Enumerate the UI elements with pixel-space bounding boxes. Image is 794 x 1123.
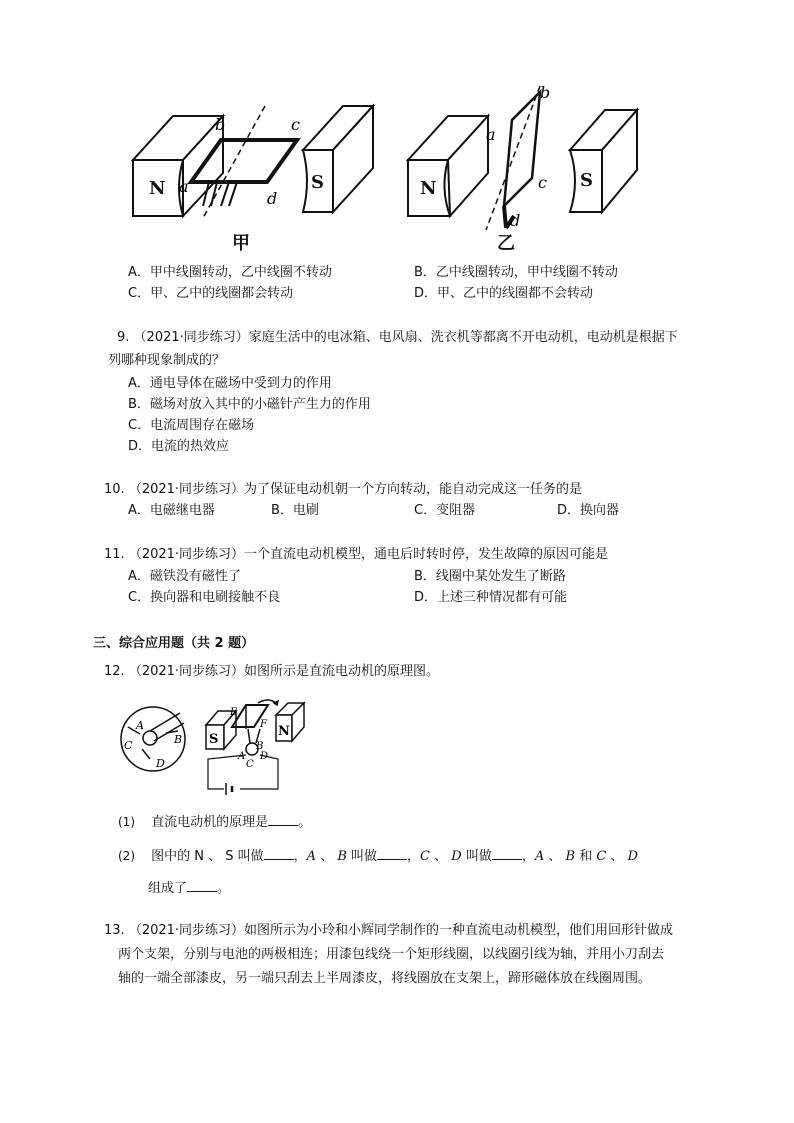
q9-number: 9. [117,330,130,345]
figure-jia [125,78,375,258]
q12-sub2-line2 [148,877,230,899]
q12-sub2-blank2[interactable] [377,845,407,860]
q12-sub2-line2-text: 组成了 [148,881,188,896]
q12-sub1-end: 。 [298,815,312,830]
q8-option-c[interactable]: C．甲、乙中的线圈都会转动 [128,286,294,301]
var-a: A [306,849,317,864]
pole-n-label: N [149,178,166,199]
q9-option-c[interactable]: C．电流周围存在磁场 [128,418,255,433]
label-b: b [215,115,226,134]
q12-sub2-p3: 叫做 [461,849,492,864]
q12-sub2-num: (2) [118,849,135,863]
q9-stem [117,328,678,348]
q11-tag: （2021·同步练习） [128,547,245,562]
q10-option-b[interactable]: B．电刷 [271,503,319,518]
q12-sub2-blank4[interactable] [187,877,217,892]
q13-line3: 轴的一端全部漆皮，另一端只刮去上半周漆皮，将线圈放在支架上，蹄形磁体放在线圈周围。 [118,971,652,986]
q10-stem-text: 为了保证电动机朝一个方向转动，能自动完成这一任务的是 [244,482,583,497]
comma: ， [521,849,535,864]
var-d: D [451,849,462,864]
figure-yi [400,78,645,258]
label-d: d [510,211,521,230]
q12-sub1-blank[interactable] [268,811,298,826]
q12-sub1-text: 直流电动机的原理是 [151,815,269,830]
q11-option-a[interactable]: A．磁铁没有磁性了 [128,569,241,584]
var-b2: B [565,849,576,864]
detail-label-c: C [124,739,133,752]
q13-number: 13. [104,923,125,938]
q10-option-d[interactable]: D．换向器 [557,503,620,518]
q8-option-a[interactable]: A．甲中线圈转动，乙中线圈不转动 [128,265,332,280]
motor-label-d: D [260,751,269,762]
var-c: C [420,849,430,864]
label-a: a [486,125,496,144]
magnet-s-block [303,106,373,212]
dun: 、 [544,849,566,864]
motor-label-s: S [209,732,219,747]
q11-stem-text: 一个直流电动机模型，通电后时转时停，发生故障的原因可能是 [244,547,609,562]
q11-option-c[interactable]: C．换向器和电刷接触不良 [128,590,281,605]
q11-number: 11. [104,547,125,562]
label-c: c [538,173,547,192]
section-title: 三、综合应用题（共 2 题） [93,636,255,651]
q10-stem [104,480,582,500]
q12-number: 12. [104,664,125,679]
q9-stem-line2: 列哪种现象制成的？ [108,353,226,368]
q9-option-a[interactable]: A．通电导体在磁场中受到力的作用 [128,376,332,391]
q12-sub2-blank3[interactable] [492,845,522,860]
q10-option-a[interactable]: A．电磁继电器 [128,503,215,518]
q13-line2: 两个支架，分别与电池的两极相连；用漆包线绕一个矩形线圈，以线圈引线为轴，并用小刀刮去 [118,947,665,962]
motor-label-n: N [278,724,290,739]
motor-label-f: F [260,719,267,730]
motor-coil [232,700,278,755]
label-b: b [540,83,551,102]
q9-option-b[interactable]: B．磁场对放入其中的小磁针产生力的作用 [128,397,371,412]
q11-stem [104,545,608,565]
label-a: a [179,177,189,196]
q10-number: 10. [104,482,125,497]
var-a: A [534,849,545,864]
q11-option-b[interactable]: B．线圈中某处发生了断路 [414,569,566,584]
var-b: B [337,849,347,864]
magnet-n-block [408,116,488,216]
detail-label-b: B [174,733,183,746]
q12-sub2-end: 。 [217,881,231,896]
q13-stem [104,921,673,941]
q12-stem-text: 如图所示是直流电动机的原理图。 [244,664,440,679]
comma: ， [293,849,307,864]
q13-line1: 如图所示为小玲和小辉同学制作的一种直流电动机模型，他们用回形针做成 [244,923,674,938]
dun: 、 [430,849,452,864]
q9-option-d[interactable]: D．电流的热效应 [128,439,230,454]
q8-option-b[interactable]: B．乙中线圈转动，甲中线圈不转动 [414,265,618,280]
q12-stem [104,662,439,682]
q10-option-c[interactable]: C．变阻器 [414,503,476,518]
q9-stem-line1: 家庭生活中的电冰箱、电风扇、洗衣机等都离不开电动机，电动机是根据下 [248,330,678,345]
label-c: c [291,115,300,134]
q12-sub2-p1: 图中的 N 、 S 叫做 [151,849,264,864]
q12-sub1-num: (1) [118,815,135,829]
motor-label-b: B [256,741,264,752]
pole-s-label: S [580,170,593,191]
detail-label-d: D [156,757,165,770]
q12-sub1 [118,811,311,833]
caption-jia: 甲 [232,233,250,254]
coil-yi [486,86,540,230]
q11-option-d[interactable]: D．上述三种情况都有可能 [414,590,568,605]
var-d: D [627,849,638,864]
dun: 、 [606,849,628,864]
q9-tag: （2021·同步练习） [133,330,249,345]
q8-option-d[interactable]: D．甲、乙中的线圈都不会转动 [414,286,594,301]
caption-yi: 乙 [497,233,515,254]
q10-tag: （2021·同步练习） [128,482,245,497]
q12-sub2 [118,845,638,867]
detail-label-a: A [136,719,144,732]
motor-label-a: A [238,751,246,762]
q12-sub2-blank1[interactable] [264,845,294,860]
he: 和 [575,849,597,864]
q12-sub2-p2: 叫做 [346,849,378,864]
dun: 、 [316,849,338,864]
motor-label-e: E [230,707,238,718]
q12-motor-figure [120,697,310,799]
magnet-n-block [133,115,226,216]
var-c: C [596,849,607,864]
q12-tag: （2021·同步练习） [128,664,245,679]
comma: ， [407,849,421,864]
motor-label-c: C [246,759,254,770]
q13-tag: （2021·同步练习） [128,923,245,938]
pole-s-label: S [311,172,324,193]
magnet-s-block [570,110,637,212]
pole-n-label: N [420,178,437,199]
label-d: d [267,189,278,208]
